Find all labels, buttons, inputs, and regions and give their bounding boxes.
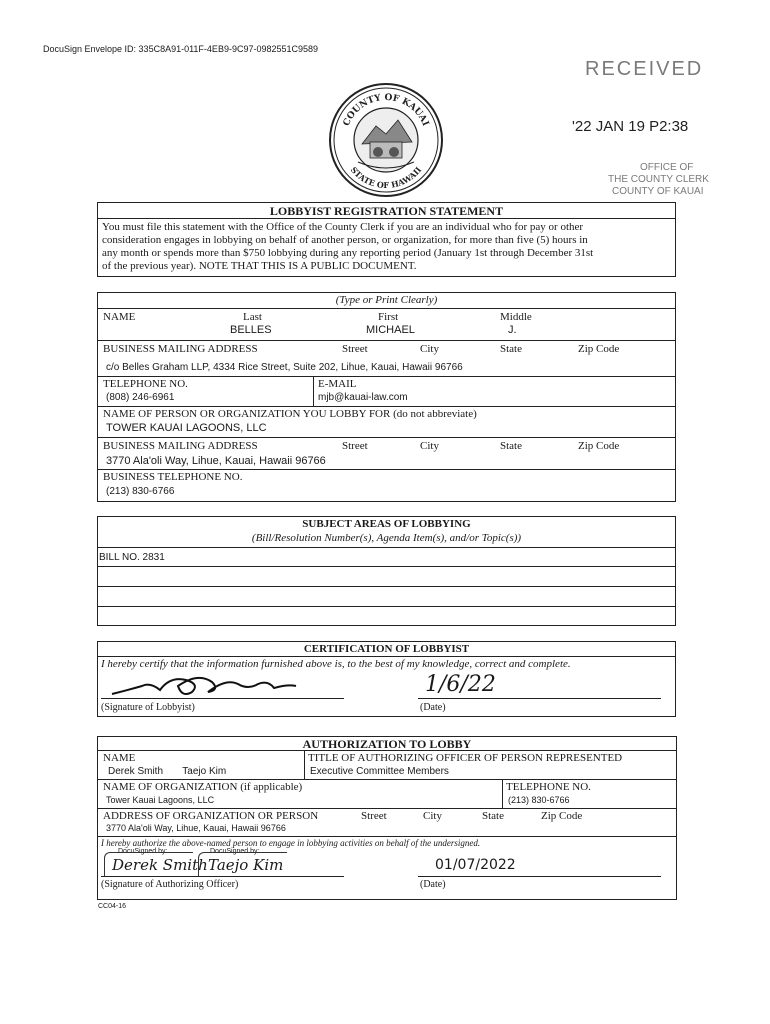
- svg-text:COUNTY OF KAUAI: COUNTY OF KAUAI: [341, 92, 431, 128]
- lobbied-org-value: TOWER KAUAI LAGOONS, LLC: [106, 422, 267, 434]
- auth-zip-label: Zip Code: [541, 810, 583, 822]
- intro-line-4: of the previous year). NOTE THAT THIS IS A PUBLIC DOCUMENT.: [102, 260, 417, 272]
- auth-signature-2: Taejo Kim: [208, 856, 284, 874]
- subject-title: SUBJECT AREAS OF LOBBYING: [302, 518, 471, 530]
- clerk-stamp-line2: THE COUNTY CLERK: [608, 174, 709, 185]
- auth-street-label: Street: [361, 810, 387, 822]
- org-zip-label: Zip Code: [578, 440, 620, 452]
- received-stamp: RECEIVED: [585, 58, 704, 80]
- org-telephone-label: BUSINESS TELEPHONE NO.: [103, 471, 243, 483]
- intro-line-2: consideration engages in lobbying on behalf of another person, or organization, for more than five (5) hours in: [102, 234, 588, 246]
- business-address-label: BUSINESS MAILING ADDRESS: [103, 343, 258, 355]
- certification-date-label: (Date): [420, 702, 446, 713]
- type-note: (Type or Print Clearly): [335, 294, 438, 306]
- telephone-label: TELEPHONE NO.: [103, 378, 188, 390]
- last-label: Last: [243, 311, 262, 323]
- lobbyist-signature-label: (Signature of Lobbyist): [101, 702, 195, 713]
- county-seal-icon: [328, 82, 444, 198]
- auth-state-label: State: [482, 810, 504, 822]
- first-name-value: MICHAEL: [366, 324, 415, 336]
- org-telephone-value: (213) 830-6766: [106, 486, 175, 497]
- first-label: First: [378, 311, 399, 323]
- email-value: mjb@kauai-law.com: [318, 392, 408, 403]
- org-address-label: BUSINESS MAILING ADDRESS: [103, 440, 258, 452]
- docusigned-label-1: DocuSigned by:: [118, 848, 168, 855]
- auth-officer-title-label: TITLE OF AUTHORIZING OFFICER OF PERSON REPRESENTED: [308, 752, 623, 764]
- zip-label: Zip Code: [578, 343, 620, 355]
- svg-text:STATE OF HAWAII: STATE OF HAWAII: [348, 164, 424, 191]
- org-state-label: State: [500, 440, 522, 452]
- auth-name-label: NAME: [103, 752, 136, 764]
- received-datetime: '22 JAN 19 P2:38: [572, 118, 689, 135]
- auth-phone-label: TELEPHONE NO.: [506, 781, 591, 793]
- certification-title: CERTIFICATION OF LOBBYIST: [303, 643, 470, 655]
- auth-signature-label: (Signature of Authorizing Officer): [101, 879, 239, 890]
- lobbyist-signature-icon: [108, 670, 348, 700]
- city-label: City: [420, 343, 439, 355]
- auth-signature-1: Derek Smith: [112, 856, 208, 874]
- envelope-id: DocuSign Envelope ID: 335C8A91-011F-4EB9-9C97-0982551C9589: [43, 44, 319, 54]
- certification-date-value: 1/6/22: [425, 672, 496, 697]
- auth-org-value: Tower Kauai Lagoons, LLC: [106, 795, 215, 805]
- org-street-label: Street: [342, 440, 368, 452]
- email-label: E-MAIL: [318, 378, 357, 390]
- docusigned-label-2: DocuSigned by:: [210, 848, 260, 855]
- auth-city-label: City: [423, 810, 442, 822]
- auth-address-value: 3770 Ala'oli Way, Lihue, Kauai, Hawaii 96766: [106, 823, 286, 833]
- intro-line-1: You must file this statement with the Office of the County Clerk if you are an individual who for pay or other: [102, 221, 584, 233]
- auth-date-value: 01/07/2022: [435, 857, 516, 873]
- middle-name-value: J.: [508, 324, 517, 336]
- org-city-label: City: [420, 440, 439, 452]
- business-address-value: c/o Belles Graham LLP, 4334 Rice Street, Suite 202, Lihue, Kauai, Hawaii 96766: [106, 362, 463, 373]
- clerk-stamp-line3: COUNTY OF KAUAI: [612, 186, 704, 197]
- form-title: LOBBYIST REGISTRATION STATEMENT: [269, 204, 504, 218]
- certification-statement: I hereby certify that the information furnished above is, to the best of my knowledge, correct and complete.: [101, 658, 571, 670]
- org-address-value: 3770 Ala'oli Way, Lihue, Kauai, Hawaii 96766: [106, 455, 326, 467]
- authorization-title: AUTHORIZATION TO LOBBY: [302, 737, 472, 751]
- subject-row-1: BILL NO. 2831: [99, 552, 165, 563]
- auth-date-label: (Date): [420, 879, 446, 890]
- clerk-stamp-line1: OFFICE OF: [640, 162, 694, 173]
- lobbied-org-label: NAME OF PERSON OR ORGANIZATION YOU LOBBY FOR (do not abbreviate): [103, 408, 477, 420]
- telephone-value: (808) 246-6961: [106, 392, 175, 403]
- form-code: CC04-16: [98, 903, 127, 910]
- auth-names-value: Derek Smith Taejo Kim: [108, 766, 227, 777]
- state-label: State: [500, 343, 522, 355]
- auth-org-label: NAME OF ORGANIZATION (if applicable): [103, 781, 303, 793]
- middle-label: Middle: [500, 311, 532, 323]
- intro-line-3: any month or spends more than $750 lobbying during any reporting period (January 1st through December 31st: [102, 247, 594, 259]
- last-name-value: BELLES: [230, 324, 272, 336]
- street-label: Street: [342, 343, 368, 355]
- auth-officer-title-value: Executive Committee Members: [310, 766, 449, 777]
- name-label: NAME: [103, 311, 136, 323]
- auth-statement: I hereby authorize the above-named person to engage in lobbying activities on behalf of the undersigned.: [101, 838, 481, 848]
- subject-subtitle: (Bill/Resolution Number(s), Agenda Item(s), and/or Topic(s)): [251, 532, 522, 544]
- auth-phone-value: (213) 830-6766: [508, 795, 570, 805]
- auth-address-label: ADDRESS OF ORGANIZATION OR PERSON: [103, 810, 319, 822]
